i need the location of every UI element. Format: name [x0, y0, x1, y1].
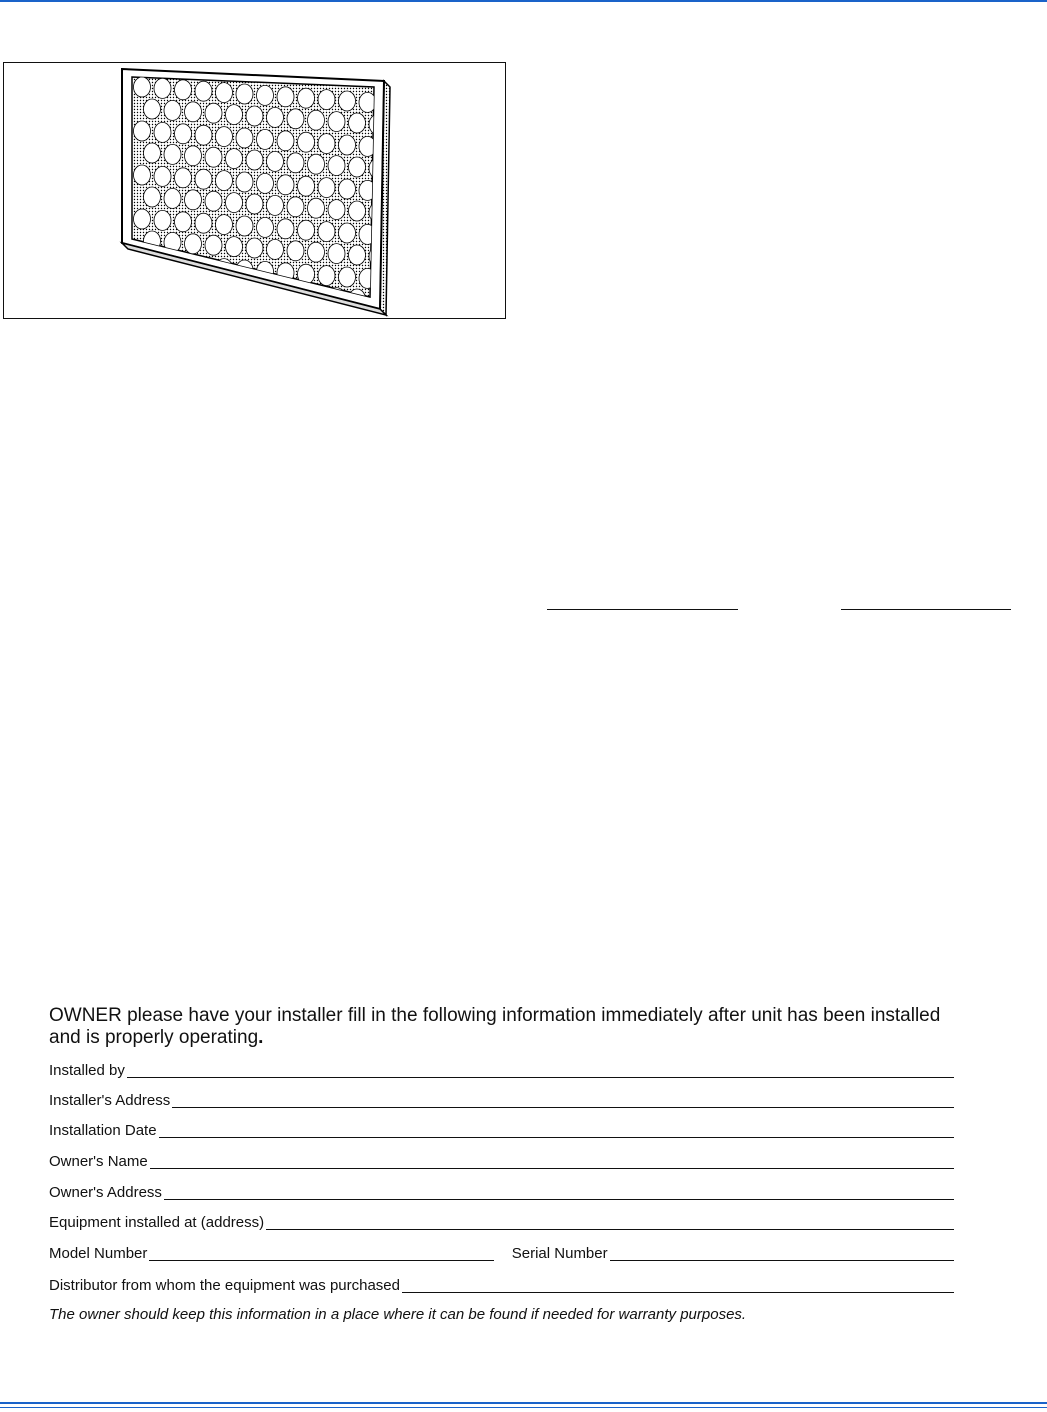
footer-rule [0, 1402, 1047, 1404]
blank-line-1 [547, 609, 738, 610]
installation-date-label: Installation Date [49, 1122, 157, 1139]
distributor-label: Distributor from whom the equipment was purchased [49, 1277, 400, 1294]
owner-name-line[interactable] [150, 1165, 954, 1169]
equipment-address-label: Equipment installed at (address) [49, 1214, 265, 1231]
distributor-line[interactable] [402, 1289, 954, 1293]
model-serial-row [49, 1243, 954, 1261]
serial-number-line[interactable] [610, 1257, 954, 1261]
installed-by-field[interactable] [49, 1060, 954, 1078]
air-filter-icon [4, 63, 505, 318]
equipment-address-field[interactable] [49, 1212, 954, 1230]
form-intro-period: . [258, 1027, 264, 1048]
equipment-address-line[interactable] [266, 1226, 954, 1230]
footer-rule-thin [0, 1407, 1047, 1408]
owner-address-line[interactable] [164, 1196, 954, 1200]
installed-by-line[interactable] [127, 1074, 954, 1078]
installer-address-label: Installer's Address [49, 1092, 171, 1109]
owner-address-field[interactable] [49, 1182, 954, 1200]
installer-address-line[interactable] [172, 1104, 954, 1108]
model-number-line[interactable] [149, 1257, 493, 1261]
header-rule [0, 0, 1047, 2]
distributor-field[interactable] [49, 1275, 954, 1293]
form-intro [49, 1005, 954, 1049]
warranty-note: The owner should keep this information in a place where it can be found if needed for warranty purposes. [49, 1306, 747, 1323]
serial-number-label: Serial Number [511, 1245, 608, 1262]
owner-address-label: Owner's Address [49, 1184, 162, 1201]
installation-date-line[interactable] [159, 1134, 954, 1138]
owner-name-field[interactable] [49, 1151, 954, 1169]
installation-date-field[interactable] [49, 1120, 954, 1138]
form-intro-text: OWNER please have your installer fill in the following information immediately after unit has been installed and is properly operating [49, 1005, 941, 1048]
blank-line-2 [841, 609, 1011, 610]
model-number-label: Model Number [49, 1245, 148, 1262]
installer-address-field[interactable] [49, 1090, 954, 1108]
filter-figure [3, 62, 506, 319]
installed-by-label: Installed by [49, 1062, 125, 1079]
owner-name-label: Owner's Name [49, 1153, 148, 1170]
